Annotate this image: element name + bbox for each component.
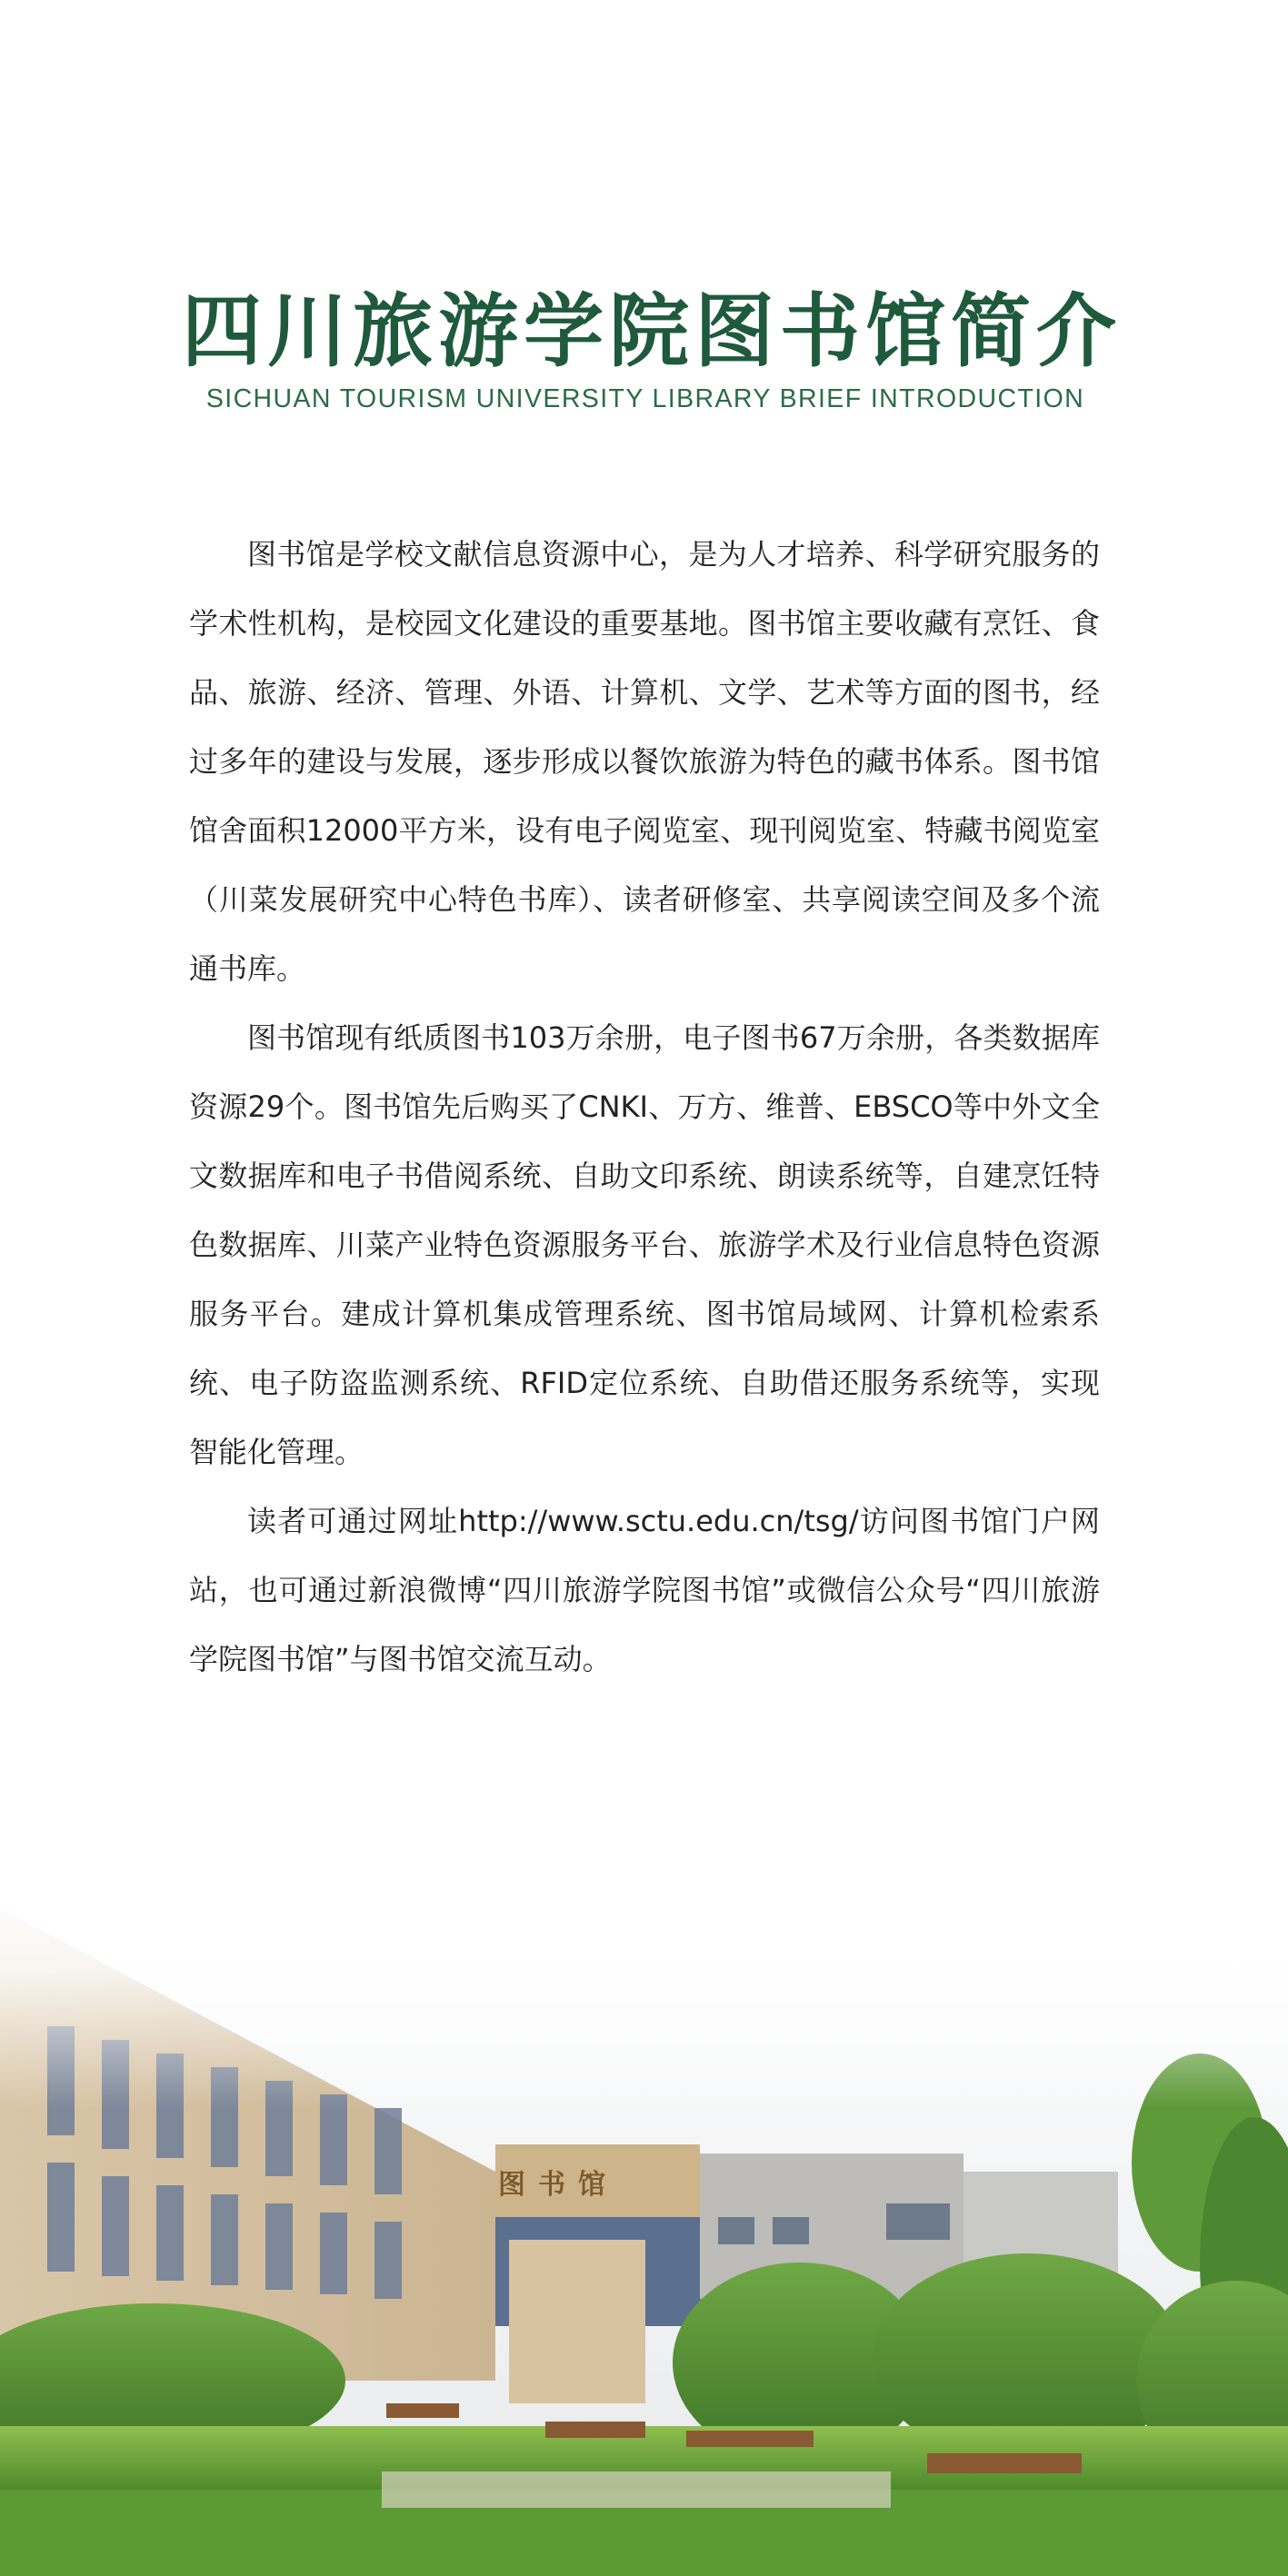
building-sign: 图书馆: [498, 2169, 618, 2201]
contact-paragraph: 读者可通过网址http://www.sctu.edu.cn/tsg/访问图书馆门户网站，也可通过新浪微博“四川旅游学院图书馆”或微信公众号“四川旅游学院图书馆”与图书馆交流互动。: [189, 1504, 1100, 1676]
intro-paragraph: 图书馆是学校文献信息资源中心，是为人才培养、科学研究服务的学术性机构，是校园文化建设的重要基地。图书馆主要收藏有烹饪、食品、旅游、经济、管理、外语、计算机、文学、艺术等方面的图书，经过多年的建设与发展，逐步形成以餐饮旅游为特色的藏书体系。图书馆馆舍面积12000平方米，设有电子阅览室、现刊阅览室、特藏书阅览室（川菜发展研究中心特色书库）、读者研修室、共享阅读空间及多个流通书库。: [189, 537, 1100, 986]
library-building-photo: [0, 1872, 1288, 2576]
page-subtitle-english: SICHUAN TOURISM UNIVERSITY LIBRARY BRIEF INTRODUCTION: [205, 384, 1085, 413]
collection-paragraph: 图书馆现有纸质图书103万余册，电子图书67万余册，各类数据库资源29个。图书馆先后购买了CNKI、万方、维普、EBSCO等中外文全文数据库和电子书借阅系统、自助文印系统、朗读系统等，自建烹饪特色数据库、川菜产业特色资源服务平台、旅游学术及行业信息特色资源服务平台。建成计算机集成管理系统、图书馆局域网、计算机检索系统、电子防盗监测系统、RFID定位系统、自助借还服务系统等，实现智能化管理。: [189, 1020, 1100, 1469]
page-title: 四川旅游学院图书馆简介: [182, 284, 1123, 378]
title-block: [182, 284, 1123, 415]
intro-text: [189, 520, 1100, 1694]
photo-top-fade: [0, 1872, 1288, 2108]
